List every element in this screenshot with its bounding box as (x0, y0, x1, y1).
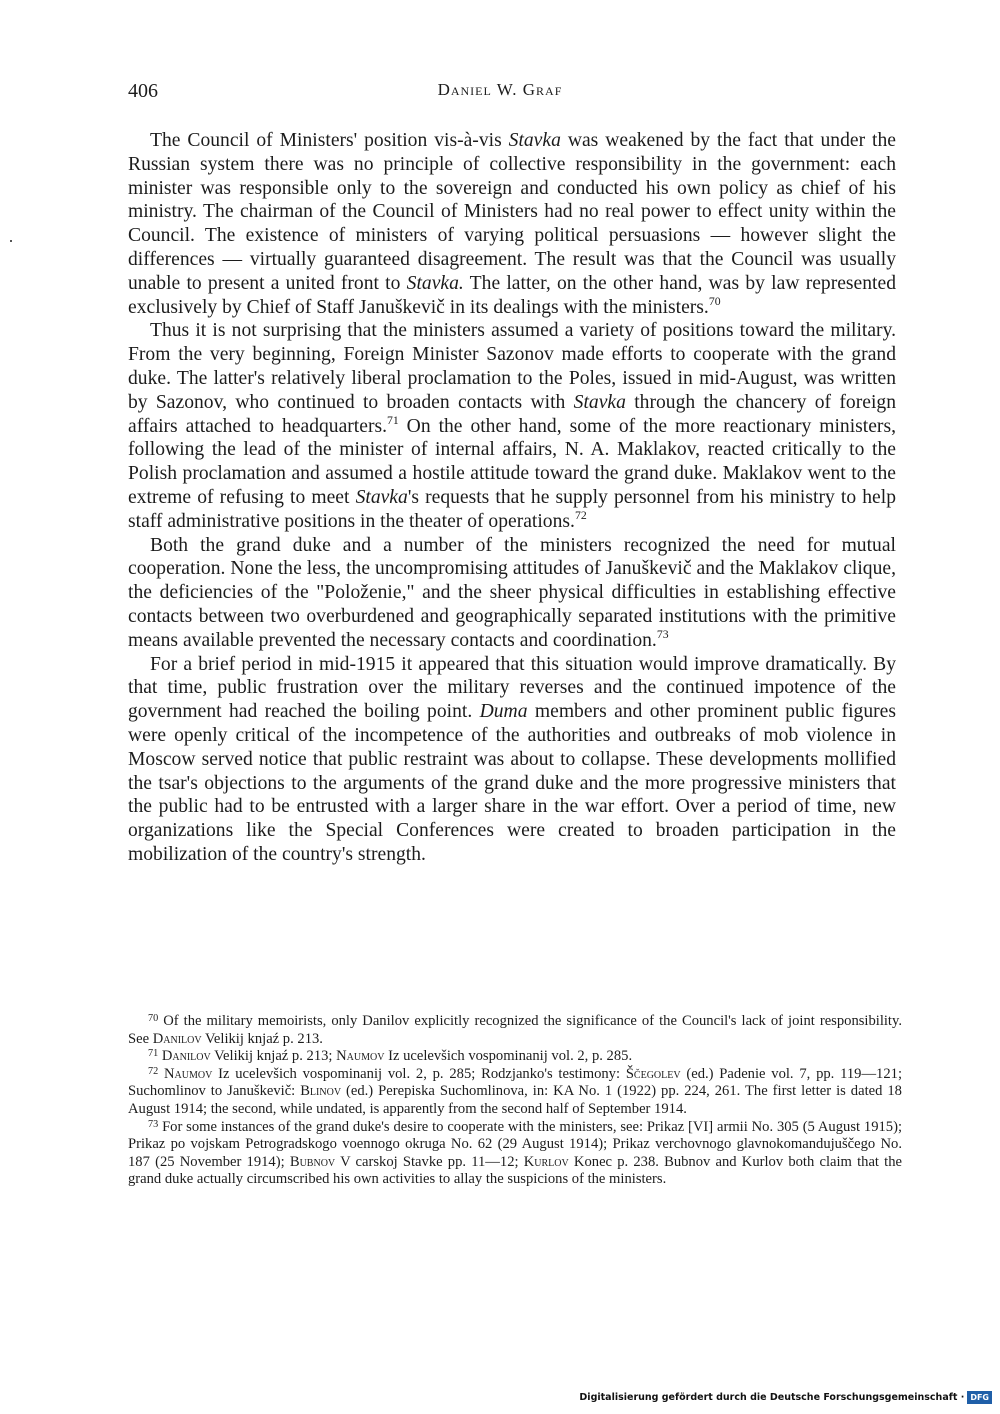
footnote-ref-70[interactable]: 70 (708, 294, 721, 308)
footnote-number: 72 (148, 1065, 159, 1077)
author-name: Ščegolev (625, 1065, 681, 1082)
text-run: V carskoj Stavke pp. 11—12; (335, 1153, 524, 1170)
author-name: Bubnov (289, 1153, 336, 1170)
footnote-ref-71[interactable]: 71 (387, 413, 399, 427)
text-run: Of the military memoirists, only Danilov explicitly recognized the significance of the Council's lack of joint responsibility. See (128, 1013, 902, 1047)
page-number: 406 (128, 80, 158, 102)
text-run: through the chancery of foreign affairs attached to headquarters. (128, 391, 896, 437)
text-run: (ed.) Perepiska Suchomlinova, in: KA No. 1 (1922) pp. 224, 261. The first letter is dated 18 August 1914; the second, while undated, is apparently from the second half of September 1914. (128, 1083, 902, 1117)
text-run: For some instances of the grand duke's desire to cooperate with the ministers, see: Prikaz [VI] armii No. 305 (5 August 1915); Prikaz po vojskam Petrogradskogo voennogo okruga No. 62 (29 August 1914); Prikaz verchovnogo glavnokomandujuščego No. 187 (25 November 1914); (128, 1118, 902, 1170)
paragraph-4 (128, 653, 896, 867)
text-run: For a brief period in mid-1915 it appeared that this situation would improve dramatically. By that time, public frustration over the military reverses and the continued impotence of the government had reached the boiling point. (128, 653, 896, 723)
footnotes (128, 1013, 902, 1189)
footnote-72 (128, 1066, 902, 1119)
italic-term: Duma (479, 701, 528, 723)
author-name: Kurlov (523, 1153, 569, 1170)
author-name: Naumov (158, 1065, 213, 1082)
text-run: Both the grand duke and a number of the ministers recognized the need for mutual cooperation. None the less, the uncompromising attitudes of Januškevič and the Maklakov clique, the deficiencies of the "Položenie," and the sheer physical difficulties in establishing effective contacts between two overburdened and geographically separated institutions with the primitive means available prevented the necessary contacts and coordination. (128, 534, 896, 651)
author-name: Blinov (300, 1083, 342, 1100)
footnote-70 (128, 1013, 902, 1048)
text-run: The Council of Ministers' position vis-à-vis (150, 130, 509, 151)
text-run: (ed.) Padenie vol. 7, pp. 119—121; Suchomlinov to Januškevič: (128, 1065, 902, 1100)
paragraph-1 (128, 129, 896, 319)
digitization-credit (579, 1391, 992, 1404)
text-run: Velikij knjaź p. 213; (210, 1048, 337, 1065)
footnote-ref-73[interactable]: 73 (656, 627, 669, 641)
footnote-71 (128, 1048, 902, 1066)
dfg-logo: DFG (967, 1391, 992, 1404)
author-name: Danilov (158, 1048, 211, 1065)
text-run: On the other hand, some of the more reactionary ministers, following the lead of the minister of internal affairs, N. A. Maklakov, reacted critically to the Polish proclamation and assumed a hostile attitude toward the grand duke. Maklakov went to the extreme of refusing to meet (128, 415, 896, 508)
footnote-number: 71 (148, 1048, 159, 1060)
text-run: Iz ucelevšich vospominanij vol. 2, p. 285; Rodzjanko's testimony: (212, 1065, 626, 1082)
main-text (128, 129, 896, 867)
footnote-number: 70 (148, 1012, 159, 1024)
running-head: Daniel W. Graf (437, 80, 563, 99)
author-name: Danilov (152, 1030, 202, 1047)
text-run: was weakened by the fact that under the Russian system there was no principle of collective responsibility in the government: each minister was responsible only to the sovereign and conducted his own policy as chief of his ministry. The chairman of the Council of Ministers had no real power to effect unity within the Council. The existence of ministers of varying political persuasions — however slight the differences — virtually guaranteed disagreement. The result was that the Council was usually unable to present a united front to (128, 130, 896, 294)
author-name: Naumov (336, 1048, 385, 1065)
paragraph-3 (128, 534, 896, 653)
text-run: Velikij knjaź p. 213. (201, 1030, 323, 1047)
text-run: Thus it is not surprising that the ministers assumed a variety of positions toward the military. From the very beginning, Foreign Minister Sazonov made efforts to cooperate with the grand duke. The latter's relatively liberal proclamation to the Poles, issued in mid-August, was written by Sazonov, who continued to broaden contacts with (128, 320, 896, 413)
text-run: Konec p. 238. Bubnov and Kurlov both claim that the grand duke actually circumscribed his own activities to allay the suspicions of the ministers. (128, 1153, 902, 1188)
italic-term: Stavka. (406, 272, 464, 294)
footnote-73 (128, 1119, 902, 1189)
credit-text: Digitalisierung gefördert durch die Deutsche Forschungsgemeinschaft · (579, 1392, 965, 1403)
footnote-number: 73 (148, 1118, 159, 1130)
text-run: members and other prominent public figures were openly critical of the incompetence of the authorities and outbreaks of mob violence in Moscow served notice that public restraint was about to collapse. These developments mollified the tsar's objections to the arguments of the grand duke and the more progressive ministers that the public had to be entrusted with a larger share in the war effort. Over a period of time, new organizations like the Special Conferences were created to broaden participation in the mobilization of the country's strength. (128, 701, 896, 865)
text-run: Iz ucelevšich vospominanij vol. 2, p. 285. (384, 1048, 633, 1065)
italic-term: Stavka (355, 486, 408, 508)
paragraph-2 (128, 319, 896, 533)
italic-term: Stavka (508, 130, 561, 151)
text-run: 's requests that he supply personnel from his ministry to help staff administrative positions in the theater of operations. (128, 486, 896, 532)
footnote-ref-72[interactable]: 72 (574, 508, 587, 522)
text-run: The latter, on the other hand, was by law represented exclusively by Chief of Staff Januškevič in its dealings with the ministers. (128, 272, 896, 318)
italic-term: Stavka (573, 391, 626, 413)
margin-speck (10, 240, 12, 242)
